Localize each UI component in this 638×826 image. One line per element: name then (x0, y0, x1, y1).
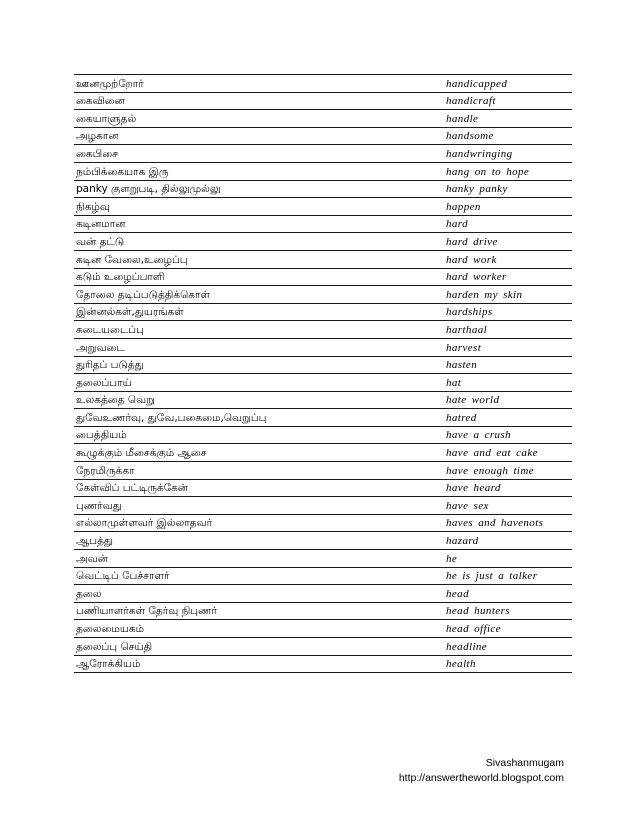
table-row (74, 180, 572, 198)
tamil-term: கடின வேலை,உழைப்பு (74, 250, 444, 268)
english-term: happen (444, 198, 572, 216)
table-row (74, 444, 572, 462)
english-term: he is just a talker (444, 567, 572, 585)
english-term: harvest (444, 338, 572, 356)
glossary-table (74, 74, 572, 673)
tamil-term: தலைப்பு செய்தி (74, 638, 444, 656)
english-term: hanky panky (444, 180, 572, 198)
english-term: handicraft (444, 92, 572, 110)
table-row (74, 585, 572, 603)
table-row (74, 250, 572, 268)
tamil-term: அவன் (74, 550, 444, 568)
table-row (74, 638, 572, 656)
tamil-term: புணர்வது (74, 497, 444, 515)
tamil-term: துவேஉணர்வு, துவே,பகைமை,வெறுப்பு (74, 409, 444, 427)
english-term: hard worker (444, 268, 572, 286)
english-term: hazard (444, 532, 572, 550)
table-row (74, 391, 572, 409)
table-row (74, 303, 572, 321)
english-term: head hunters (444, 602, 572, 620)
english-term: hard work (444, 250, 572, 268)
table-row (74, 550, 572, 568)
english-term: harden my skin (444, 286, 572, 304)
english-term: have and eat cake (444, 444, 572, 462)
english-term: handsome (444, 127, 572, 145)
table-row (74, 462, 572, 480)
tamil-term: பணியாளர்கள் தேர்வு நிபுணர் (74, 602, 444, 620)
table-row (74, 145, 572, 163)
tamil-term: இன்னல்கள்,துயரங்கள் (74, 303, 444, 321)
tamil-term: வெட்டிப் பேச்சாளர் (74, 567, 444, 585)
english-term: headline (444, 638, 572, 656)
table-row (74, 286, 572, 304)
table-row (74, 497, 572, 515)
english-term: handicapped (444, 75, 572, 93)
tamil-term: அறுவடை (74, 338, 444, 356)
table-row (74, 338, 572, 356)
page-footer (399, 756, 564, 786)
table-row (74, 426, 572, 444)
english-term: hatred (444, 409, 572, 427)
english-term: handwringing (444, 145, 572, 163)
table-row (74, 655, 572, 673)
glossary-table-body (74, 75, 572, 673)
english-term: hate world (444, 391, 572, 409)
english-term: health (444, 655, 572, 673)
tamil-term: கூழுக்கும் மீசைக்கும் ஆசை (74, 444, 444, 462)
footer-url[interactable]: http://answertheworld.blogspot.com (398, 772, 564, 784)
tamil-term: ஆபத்து (74, 532, 444, 550)
tamil-term: தலை (74, 585, 444, 603)
table-row (74, 532, 572, 550)
table-row (74, 321, 572, 339)
tamil-term: வன் தட்டு (74, 233, 444, 251)
table-row (74, 356, 572, 374)
tamil-term: கடினமான (74, 215, 444, 233)
tamil-term: கைவினை (74, 92, 444, 110)
english-term: hasten (444, 356, 572, 374)
table-row (74, 374, 572, 392)
english-term: have enough time (444, 462, 572, 480)
table-row (74, 75, 572, 93)
tamil-term: தலைப்பாய் (74, 374, 444, 392)
tamil-term: நேரமிருக்கா (74, 462, 444, 480)
tamil-term: பைத்தியம் (74, 426, 444, 444)
tamil-term: நம்பிக்கையாக இரு (74, 162, 444, 180)
tamil-term: தலைமையகம் (74, 620, 444, 638)
table-row (74, 127, 572, 145)
tamil-term: உலகத்தை வெறு (74, 391, 444, 409)
table-row (74, 110, 572, 128)
english-term: hard (444, 215, 572, 233)
tamil-term: கைபிசை (74, 145, 444, 163)
english-term: harthaal (444, 321, 572, 339)
english-term: he (444, 550, 572, 568)
tamil-term: எல்லாமுள்ளவர் இல்லாதவர் (74, 514, 444, 532)
footer-author: Sivashanmugam (485, 757, 564, 769)
table-row (74, 567, 572, 585)
tamil-term: கேள்விப் பட்டிருக்கேன் (74, 479, 444, 497)
tamil-term: துரிதப் படுத்து (74, 356, 444, 374)
table-row (74, 514, 572, 532)
tamil-term: தோலை தடிப்படுத்திக்கொள் (74, 286, 444, 304)
english-term: have a crush (444, 426, 572, 444)
table-row (74, 479, 572, 497)
table-row (74, 602, 572, 620)
tamil-term: ஊனமுற்றோர் (74, 75, 444, 93)
table-row (74, 92, 572, 110)
english-term: handle (444, 110, 572, 128)
tamil-term: ஆரோக்கியம் (74, 655, 444, 673)
table-row (74, 409, 572, 427)
table-row (74, 233, 572, 251)
english-term: have sex (444, 497, 572, 515)
table-row (74, 162, 572, 180)
english-term: hat (444, 374, 572, 392)
english-term: hardships (444, 303, 572, 321)
english-term: hang on to hope (444, 162, 572, 180)
english-term: head office (444, 620, 572, 638)
english-term: hard drive (444, 233, 572, 251)
table-row (74, 620, 572, 638)
tamil-term: கடையடைப்பு (74, 321, 444, 339)
tamil-term: panky குளறுபடி, தில்லுமுல்லு (74, 180, 444, 198)
english-term: haves and havenots (444, 514, 572, 532)
english-term: have heard (444, 479, 572, 497)
table-row (74, 215, 572, 233)
tamil-term: அழகான (74, 127, 444, 145)
tamil-term: கையாளுதல் (74, 110, 444, 128)
table-row (74, 198, 572, 216)
english-term: head (444, 585, 572, 603)
tamil-term: கடும் உழைப்பாளி (74, 268, 444, 286)
tamil-term: நிகழ்வு (74, 198, 444, 216)
table-row (74, 268, 572, 286)
